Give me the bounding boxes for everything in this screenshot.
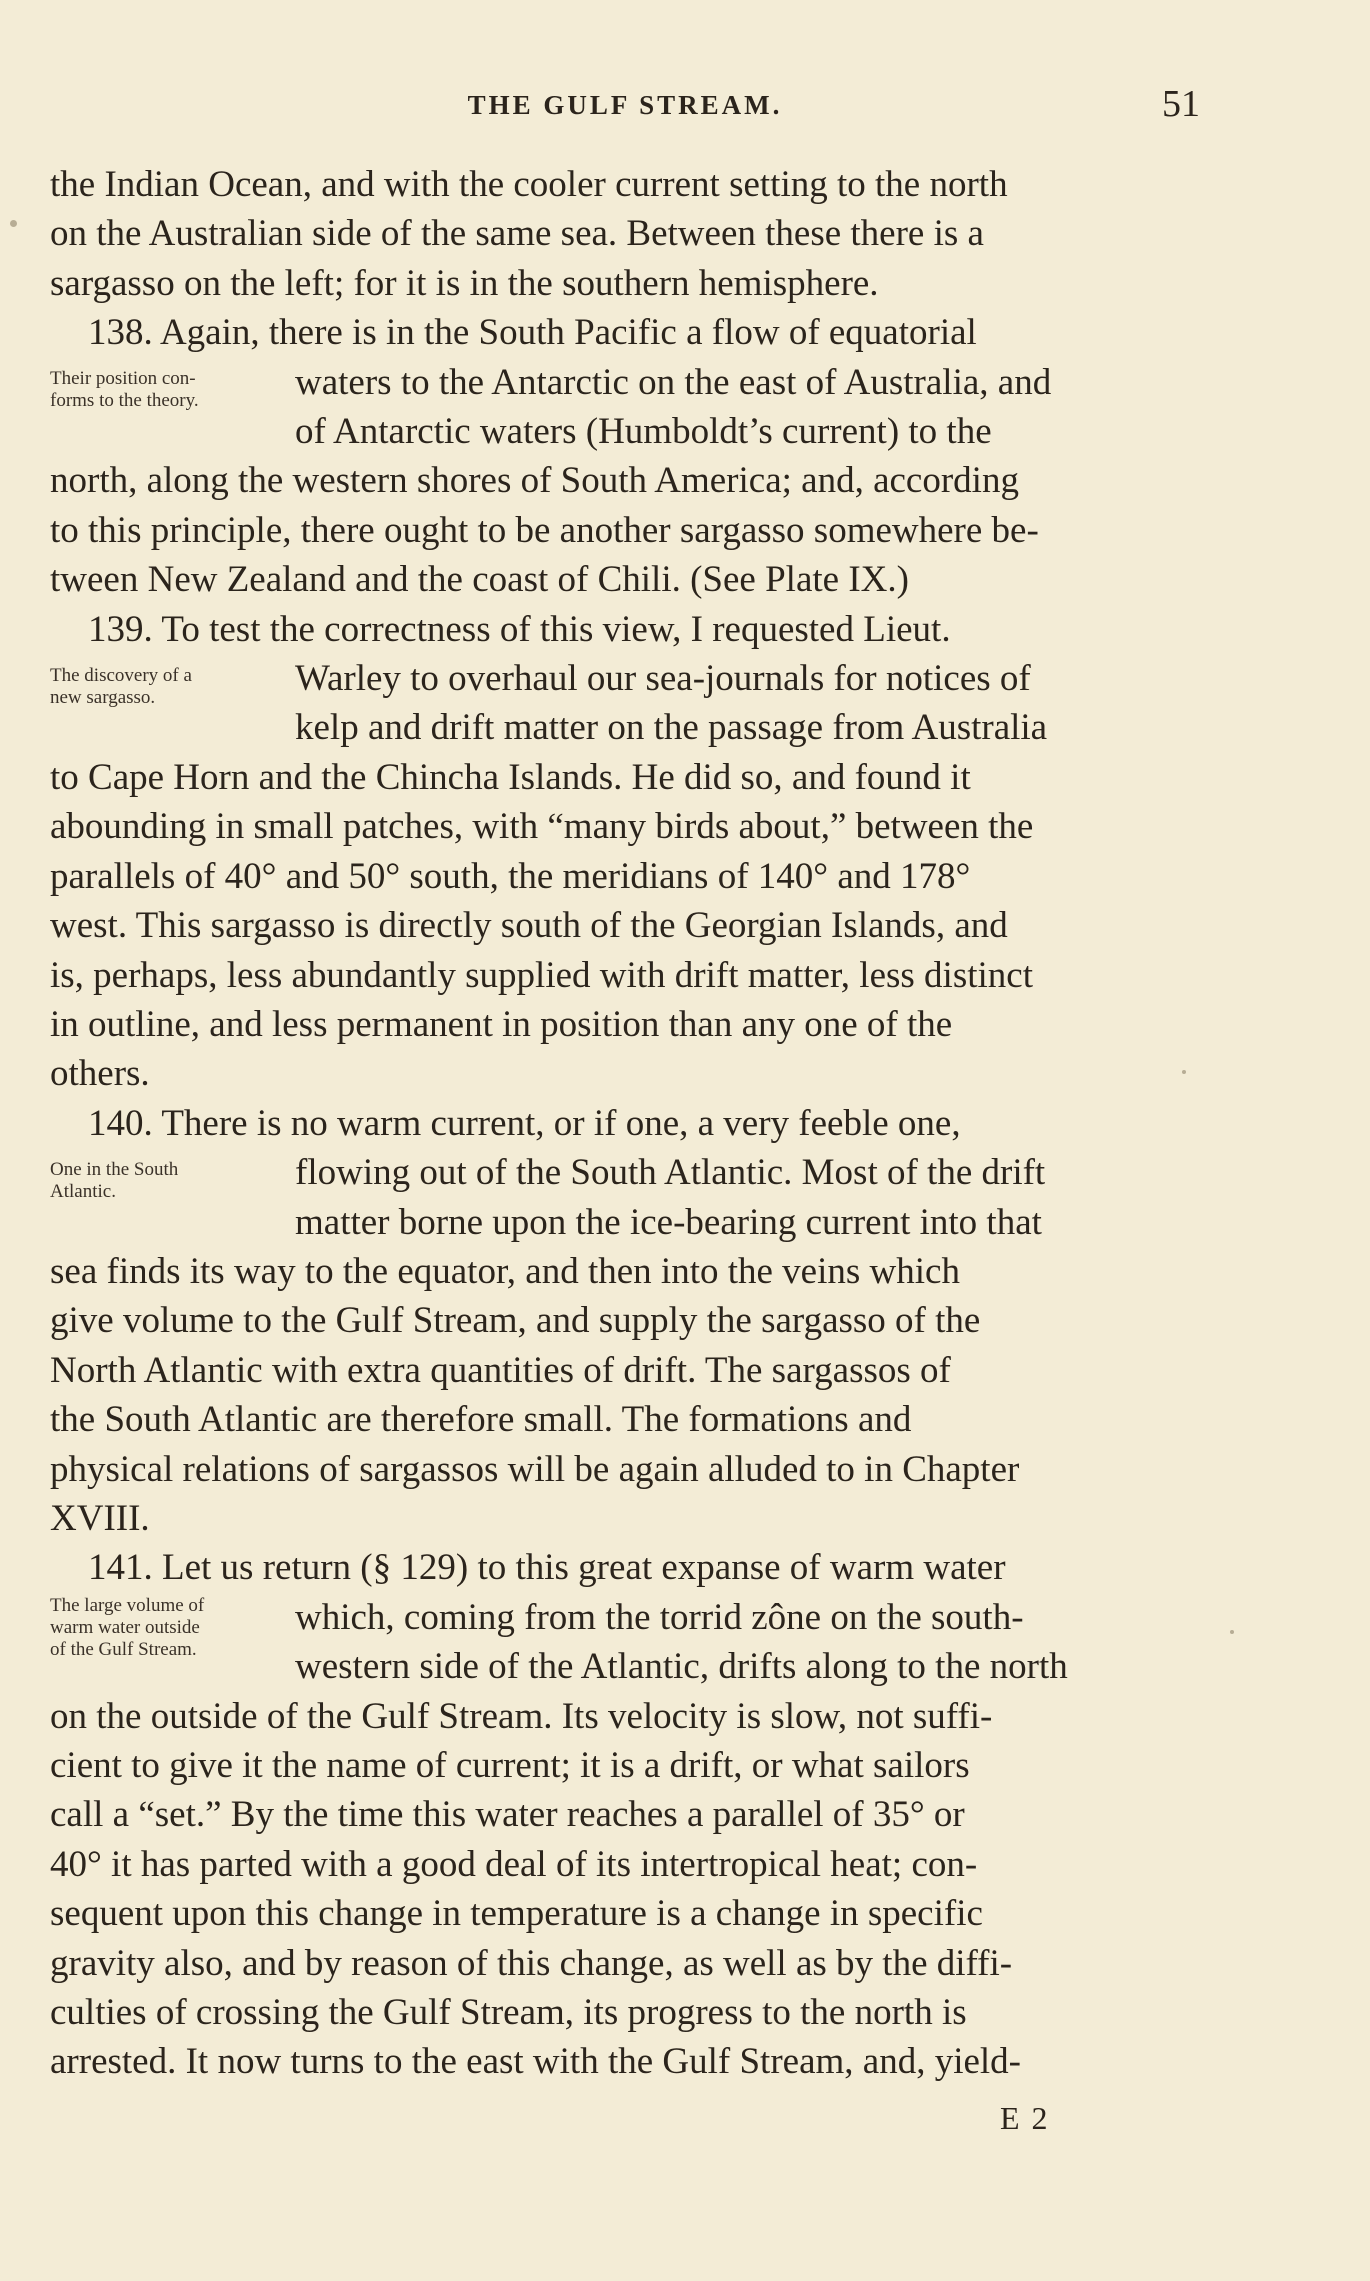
text-line: west. This sargasso is directly south of the Georgian Islands, and [50, 905, 1008, 947]
margin-note-line: Their position con- [50, 368, 196, 390]
text-line: the Indian Ocean, and with the cooler current setting to the north [50, 164, 1008, 205]
page-number: 51 [1162, 83, 1200, 125]
margin-note-line: forms to the theory. [50, 390, 199, 412]
text-line: arrested. It now turns to the east with the Gulf Stream, and, yield- [50, 2041, 1021, 2083]
text-line: 139. To test the correctness of this view, I requested Lieut. [88, 608, 951, 650]
text-line: others. [50, 1053, 150, 1095]
text-line: 141. Let us return (§ 129) to this great expanse of warm water [88, 1547, 1006, 1589]
text-line: tween New Zealand and the coast of Chili. (See Plate IX.) [50, 559, 909, 601]
text-line: 138. Again, there is in the South Pacific a flow of equatorial [88, 312, 977, 354]
text-line: North Atlantic with extra quantities of drift. The sargassos of [50, 1349, 951, 1391]
paragraph-138 [50, 308, 1200, 604]
paper-speck [1182, 1070, 1186, 1074]
text-line: matter borne upon the ice-bearing current into that [295, 1201, 1042, 1243]
text-line: culties of crossing the Gulf Stream, its progress to the north is [50, 1992, 967, 2034]
text-line: Warley to overhaul our sea-journals for notices of [295, 658, 1031, 700]
paragraph-140 [50, 1099, 1200, 1544]
text-line: is, perhaps, less abundantly supplied with drift matter, less distinct [50, 954, 1033, 996]
margin-note-line: of the Gulf Stream. [50, 1639, 197, 1661]
margin-note-line: warm water outside [50, 1617, 200, 1639]
paragraph-139 [50, 605, 1200, 1099]
text-line: western side of the Atlantic, drifts along to the north [295, 1646, 1068, 1688]
text-line: XVIII. [50, 1497, 150, 1539]
text-line: call a “set.” By the time this water reaches a parallel of 35° or [50, 1794, 965, 1836]
paper-speck [10, 220, 17, 227]
text-line: 140. There is no warm current, or if one, a very feeble one, [88, 1102, 961, 1144]
paragraph-continuation [50, 160, 1200, 308]
margin-note-line: The large volume of [50, 1595, 205, 1617]
text-line: the South Atlantic are therefore small. The formations and [50, 1399, 912, 1441]
text-line: give volume to the Gulf Stream, and supply the sargasso of the [50, 1300, 981, 1342]
text-line: north, along the western shores of South America; and, according [50, 460, 1019, 502]
text-line: flowing out of the South Atlantic. Most of the drift [295, 1152, 1046, 1194]
text-line: abounding in small patches, with “many birds about,” between the [50, 806, 1034, 848]
text-line: on the outside of the Gulf Stream. Its velocity is slow, not suffi- [50, 1695, 993, 1737]
text-line: waters to the Antarctic on the east of Australia, and [295, 361, 1052, 403]
text-line: parallels of 40° and 50° south, the meridians of 140° and 178° [50, 855, 971, 897]
page-header [50, 82, 1200, 132]
margin-note-138 [50, 368, 280, 412]
text-line: 40° it has parted with a good deal of its intertropical heat; con- [50, 1843, 978, 1885]
body-text [50, 160, 1200, 2087]
margin-note-line: Atlantic. [50, 1180, 116, 1202]
text-line: cient to give it the name of current; it is a drift, or what sailors [50, 1745, 970, 1786]
text-line: in outline, and less permanent in position than any one of the [50, 1003, 953, 1045]
paragraph-141 [50, 1543, 1200, 2086]
margin-note-line: One in the South [50, 1158, 179, 1180]
text-line: sea finds its way to the equator, and then into the veins which [50, 1250, 960, 1292]
text-line: to this principle, there ought to be another sargasso somewhere be- [50, 509, 1039, 551]
margin-note-140 [50, 1159, 280, 1203]
margin-note-141 [50, 1595, 280, 1661]
text-line: gravity also, and by reason of this change, as well as by the diffi- [50, 1942, 1013, 1984]
margin-note-139 [50, 665, 280, 709]
text-line: of Antarctic waters (Humboldt’s current) to the [295, 411, 992, 453]
paper-speck [1230, 1630, 1234, 1634]
margin-note-line: new sargasso. [50, 686, 156, 708]
margin-note-line: The discovery of a [50, 664, 192, 686]
text-line: to Cape Horn and the Chincha Islands. He did so, and found it [50, 756, 971, 798]
text-line: which, coming from the torrid zône on the south- [295, 1596, 1024, 1638]
text-line: sequent upon this change in temperature is a change in specific [50, 1893, 983, 1935]
text-line: on the Australian side of the same sea. Between these there is a [50, 213, 984, 255]
running-title: THE GULF STREAM. [467, 90, 783, 120]
text-line: sargasso on the left; for it is in the southern hemisphere. [50, 262, 879, 304]
text-line: physical relations of sargassos will be again alluded to in Chapter [50, 1448, 1020, 1490]
signature-mark: E 2 [1000, 2100, 1050, 2136]
text-line: kelp and drift matter on the passage from Australia [295, 707, 1048, 749]
